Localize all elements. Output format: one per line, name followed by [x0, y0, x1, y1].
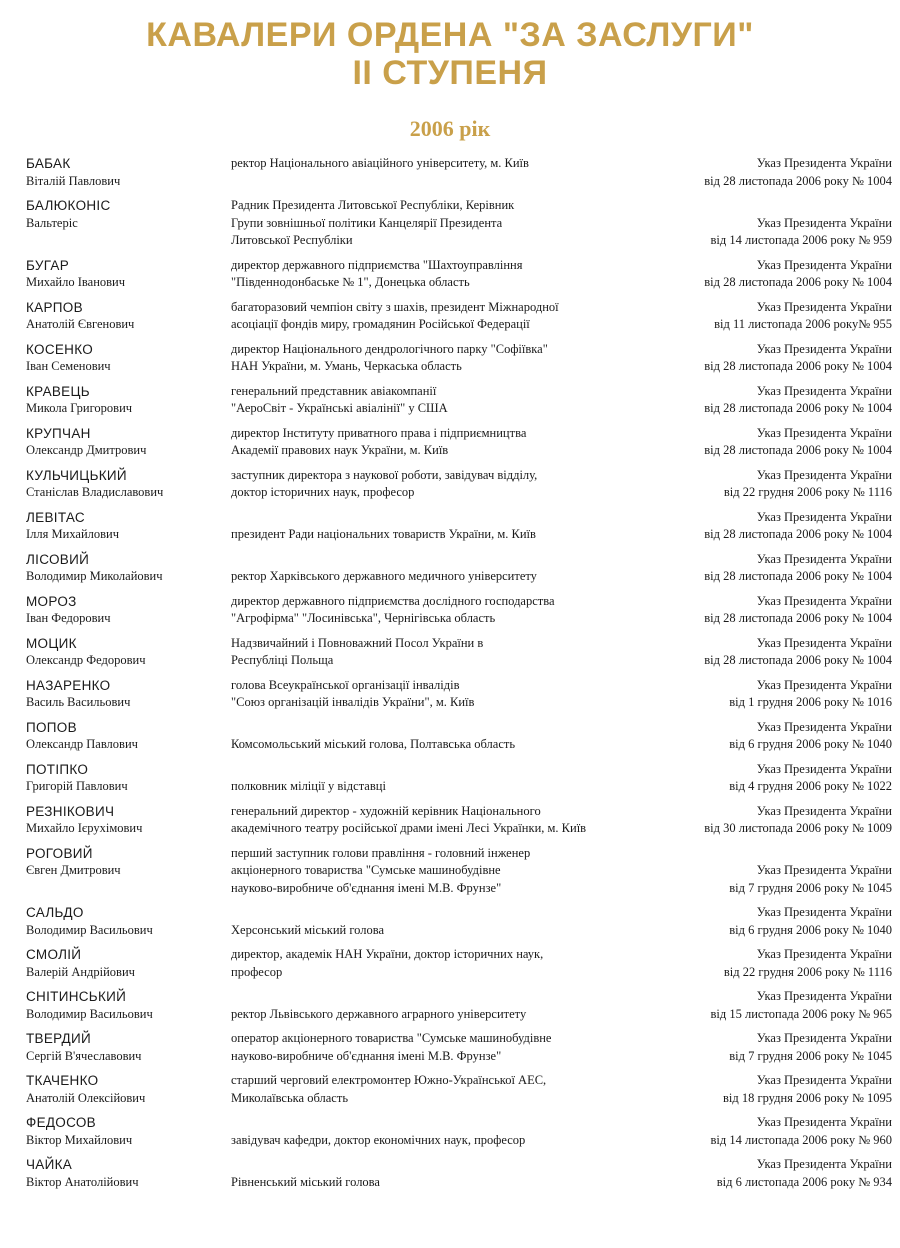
position-line: голова Всеукраїнської організації інвалідів — [231, 677, 460, 692]
decree-reference — [592, 383, 892, 418]
decree-reference — [592, 551, 892, 586]
person-name — [26, 635, 231, 670]
title-line-2: II СТУПЕНЯ — [352, 54, 548, 92]
given-name: Валерій Андрійович — [26, 964, 135, 979]
decree-label: Указ Президента України — [756, 1157, 892, 1171]
decree-date-number: від 28 листопада 2006 року № 1004 — [704, 527, 892, 541]
position-description — [231, 593, 592, 628]
list-item — [26, 719, 892, 754]
decree-date-number: від 18 грудня 2006 року № 1095 — [722, 1090, 892, 1105]
decree-label: Указ Президента України — [756, 863, 892, 877]
given-name: Володимир Васильович — [26, 1006, 153, 1021]
list-item — [26, 509, 892, 544]
list-item — [26, 1072, 892, 1107]
position-line: НАН України, м. Умань, Черкаська область — [231, 359, 462, 373]
decree-reference — [592, 425, 892, 460]
position-line: Академії правових наук України, м. Київ — [231, 443, 449, 457]
position-line — [231, 988, 592, 1006]
person-name — [26, 803, 231, 838]
list-item — [26, 988, 892, 1023]
person-name — [26, 1030, 231, 1065]
position-line: генеральний представник авіакомпанії — [231, 383, 437, 398]
given-name: Микола Григорович — [26, 401, 133, 415]
given-name: Анатолій Євгенович — [26, 317, 135, 331]
position-line: багаторазовий чемпіон світу з шахів, президент Міжнародної — [231, 299, 559, 314]
position-line — [231, 509, 592, 527]
decree-label: Указ Президента України — [756, 1115, 892, 1129]
surname: РЕЗНІКОВИЧ — [26, 803, 115, 819]
person-name — [26, 299, 231, 334]
list-item — [26, 299, 892, 334]
decree-label: Указ Президента України — [756, 551, 892, 566]
position-description — [231, 677, 592, 712]
given-name: Ілля Михайлович — [26, 527, 120, 541]
person-name — [26, 593, 231, 628]
position-line: Радник Президента Литовської Республіки, Керівник — [231, 198, 515, 212]
person-name — [26, 677, 231, 712]
decree-date-number: від 14 листопада 2006 року № 960 — [710, 1132, 892, 1147]
given-name: Іван Семенович — [26, 359, 111, 373]
position-line: заступник директора з наукової роботи, завідувач відділу, — [231, 467, 538, 482]
position-description — [231, 197, 592, 250]
decree-label: Указ Президента України — [756, 989, 892, 1003]
decree-date-number: від 7 грудня 2006 року № 1045 — [729, 1048, 892, 1063]
position-line: академічного театру російської драми імені Лесі Українки, м. Київ — [231, 821, 587, 835]
surname: РОГОВИЙ — [26, 845, 93, 861]
position-line: генеральний директор - художній керівник Національного — [231, 803, 541, 818]
decree-reference — [592, 761, 892, 796]
list-item — [26, 383, 892, 418]
decree-reference — [592, 341, 892, 376]
list-item — [26, 155, 892, 190]
position-line: Республіці Польща — [231, 653, 334, 667]
list-item — [26, 1114, 892, 1149]
position-line: науково-виробниче об'єднання імені М.В. Фрунзе" — [231, 1048, 502, 1063]
given-name: Анатолій Олексійович — [26, 1090, 146, 1105]
list-item — [26, 1156, 892, 1191]
list-item — [26, 904, 892, 939]
decree-date-number: від 22 грудня 2006 року № 1116 — [723, 485, 892, 499]
list-item — [26, 1030, 892, 1065]
page-title — [0, 16, 900, 92]
position-line: перший заступник голови правління - головний інженер — [231, 845, 531, 860]
person-name — [26, 988, 231, 1023]
position-description — [231, 946, 592, 981]
given-name: Віктор Анатолійович — [26, 1174, 139, 1189]
position-description — [231, 1156, 592, 1191]
decree-date-number: від 7 грудня 2006 року № 1045 — [729, 880, 892, 895]
decree-reference — [592, 299, 892, 334]
decree-label: Указ Президента України — [756, 719, 892, 734]
list-item — [26, 257, 892, 292]
position-line: директор державного підприємства "Шахтоуправління — [231, 257, 523, 272]
position-description — [231, 509, 592, 544]
position-line: президент Ради національних товариств України, м. Київ — [231, 527, 536, 541]
person-name — [26, 197, 231, 250]
position-line: Миколаївська область — [231, 1090, 349, 1105]
person-name — [26, 946, 231, 981]
surname: КРАВЕЦЬ — [26, 383, 90, 399]
position-line: Херсонський міський голова — [231, 922, 385, 937]
position-description — [231, 425, 592, 460]
position-line — [231, 1114, 592, 1132]
decree-date-number: від 28 листопада 2006 року № 1004 — [704, 653, 892, 667]
surname: ТКАЧЕНКО — [26, 1073, 99, 1088]
surname: САЛЬДО — [26, 905, 84, 920]
person-name — [26, 341, 231, 376]
decree-reference — [592, 257, 892, 292]
surname: КРУПЧАН — [26, 425, 91, 441]
title-line-1: КАВАЛЕРИ ОРДЕНА "ЗА ЗАСЛУГИ" — [146, 16, 754, 54]
person-name — [26, 551, 231, 586]
position-description — [231, 155, 592, 190]
decree-label: Указ Президента України — [756, 341, 892, 356]
position-line: науково-виробниче об'єднання імені М.В. Фрунзе" — [231, 880, 502, 895]
position-line — [231, 761, 592, 779]
decree-date-number: від 6 листопада 2006 року № 934 — [716, 1174, 892, 1189]
list-item — [26, 761, 892, 796]
decree-label: Указ Президента України — [756, 156, 892, 170]
position-description — [231, 635, 592, 670]
given-name: Євген Дмитрович — [26, 863, 121, 877]
position-description — [231, 551, 592, 586]
decree-reference — [592, 719, 892, 754]
given-name: Олександр Дмитрович — [26, 443, 147, 457]
surname: МОЦИК — [26, 635, 77, 651]
position-description — [231, 257, 592, 292]
decree-label: Указ Президента України — [756, 761, 892, 776]
list-item — [26, 803, 892, 838]
year-heading: 2006 рік — [409, 116, 491, 141]
position-line: "Союз організацій інвалідів України", м. Київ — [231, 695, 475, 709]
position-line: асоціації фондів миру, громадянин Російської Федерації — [231, 317, 530, 331]
surname: КОСЕНКО — [26, 341, 94, 357]
surname: ПОТІПКО — [26, 761, 89, 777]
position-line: ректор Харківського державного медичного університету — [231, 569, 537, 583]
list-item — [26, 467, 892, 502]
list-item — [26, 551, 892, 586]
person-name — [26, 155, 231, 190]
decree-label: Указ Президента України — [756, 425, 892, 440]
position-line: "АероСвіт - Українські авіалінії" у США — [231, 401, 448, 415]
decree-date-number: від 28 листопада 2006 року № 1004 — [704, 275, 892, 289]
list-item — [26, 845, 892, 898]
given-name: Вальтеріс — [26, 215, 78, 230]
decree-date-number: від 11 листопада 2006 року№ 955 — [714, 317, 892, 331]
decree-label: Указ Президента України — [756, 257, 892, 272]
decree-label: Указ Президента України — [756, 947, 892, 961]
list-item — [26, 946, 892, 981]
decree-date-number: від 6 грудня 2006 року № 1040 — [729, 737, 892, 751]
position-description — [231, 1114, 592, 1149]
position-line: директор Національного дендрологічного парку "Софіївка" — [231, 341, 548, 356]
person-name — [26, 509, 231, 544]
decree-label: Указ Президента України — [756, 383, 892, 398]
given-name: Сергій В'ячеславович — [26, 1048, 142, 1063]
person-name — [26, 467, 231, 502]
position-line: полковник міліції у відставці — [231, 779, 386, 793]
surname: КУЛЬЧИЦЬКИЙ — [26, 467, 127, 483]
person-name — [26, 257, 231, 292]
surname: МОРОЗ — [26, 593, 77, 609]
surname: ЛІСОВИЙ — [26, 551, 90, 567]
person-name — [26, 761, 231, 796]
position-line: Литовської Республіки — [231, 233, 353, 247]
surname: СМОЛІЙ — [26, 947, 82, 962]
decree-reference — [592, 988, 892, 1023]
decree-reference — [592, 509, 892, 544]
person-name — [26, 1072, 231, 1107]
decree-date-number: від 15 листопада 2006 року № 965 — [710, 1006, 892, 1021]
position-description — [231, 299, 592, 334]
position-description — [231, 904, 592, 939]
position-line — [231, 904, 592, 922]
given-name: Михайло Ієрухімович — [26, 821, 143, 835]
decree-date-number: від 28 листопада 2006 року № 1004 — [704, 359, 892, 373]
person-name — [26, 383, 231, 418]
position-description — [231, 719, 592, 754]
surname: ПОПОВ — [26, 719, 77, 735]
position-line: ректор Національного авіаційного університету, м. Київ — [231, 156, 529, 170]
decree-label: Указ Президента України — [756, 905, 892, 919]
decree-reference — [592, 1072, 892, 1107]
surname: ЧАЙКА — [26, 1157, 73, 1172]
position-line: Комсомольський міський голова, Полтавська область — [231, 737, 516, 751]
decree-reference — [592, 677, 892, 712]
decree-label: Указ Президента України — [756, 593, 892, 608]
given-name: Олександр Федорович — [26, 653, 146, 667]
position-line: завідувач кафедри, доктор економічних наук, професор — [231, 1132, 526, 1147]
position-line: директор Інституту приватного права і підприємництва — [231, 425, 527, 440]
decree-date-number: від 30 листопада 2006 року № 1009 — [704, 821, 892, 835]
given-name: Григорій Павлович — [26, 779, 128, 793]
surname: ЛЕВІТАС — [26, 509, 85, 525]
position-description — [231, 383, 592, 418]
position-line — [231, 1156, 592, 1174]
position-line: старший черговий електромонтер Южно-Української АЕС, — [231, 1073, 547, 1087]
decree-date-number: від 28 листопада 2006 року № 1004 — [704, 173, 892, 188]
decree-date-number: від 28 листопада 2006 року № 1004 — [704, 611, 892, 625]
decree-reference — [592, 803, 892, 838]
decree-date-number: від 28 листопада 2006 року № 1004 — [704, 401, 892, 415]
decree-reference — [592, 946, 892, 981]
position-line: директор державного підприємства дослідного господарства — [231, 593, 555, 608]
position-line: "Агрофірма" "Лосинівська", Чернігівська область — [231, 611, 496, 625]
decree-date-number: від 4 грудня 2006 року № 1022 — [729, 779, 892, 793]
position-line: директор, академік НАН України, доктор історичних наук, — [231, 947, 544, 961]
given-name: Володимир Васильович — [26, 922, 153, 937]
position-line: доктор історичних наук, професор — [231, 485, 415, 499]
position-description — [231, 988, 592, 1023]
person-name — [26, 1114, 231, 1149]
given-name: Віктор Михайлович — [26, 1132, 133, 1147]
position-line: акціонерного товариства "Сумське машинобудівне — [231, 863, 501, 877]
surname: КАРПОВ — [26, 299, 83, 315]
decree-label: Указ Президента України — [756, 635, 892, 650]
list-item — [26, 593, 892, 628]
given-name: Олександр Павлович — [26, 737, 138, 751]
decree-date-number: від 14 листопада 2006 року № 959 — [710, 233, 892, 247]
surname: ФЕДОСОВ — [26, 1115, 96, 1130]
decree-reference — [592, 593, 892, 628]
decree-label: Указ Президента України — [756, 803, 892, 818]
position-description — [231, 1072, 592, 1107]
surname: СНІТИНСЬКИЙ — [26, 989, 127, 1004]
awardee-list — [26, 155, 892, 1198]
position-line — [231, 719, 592, 737]
given-name: Станіслав Владиславович — [26, 485, 164, 499]
decree-date-number: від 28 листопада 2006 року № 1004 — [704, 569, 892, 583]
person-name — [26, 1156, 231, 1191]
decree-label: Указ Президента України — [756, 215, 892, 230]
given-name: Іван Федорович — [26, 611, 111, 625]
decree-date-number: від 22 грудня 2006 року № 1116 — [723, 964, 892, 979]
list-item — [26, 677, 892, 712]
surname: ТВЕРДИЙ — [26, 1031, 92, 1046]
given-name: Василь Васильович — [26, 695, 131, 709]
decree-label: Указ Президента України — [756, 509, 892, 524]
decree-label: Указ Президента України — [756, 1073, 892, 1087]
surname: НАЗАРЕНКО — [26, 677, 111, 693]
position-line: Рівненський міський голова — [231, 1174, 380, 1189]
person-name — [26, 904, 231, 939]
decree-label: Указ Президента України — [756, 1031, 892, 1045]
decree-reference — [592, 467, 892, 502]
list-item — [26, 341, 892, 376]
decree-reference — [592, 635, 892, 670]
given-name: Володимир Миколайович — [26, 569, 163, 583]
surname: БАЛЮКОНІС — [26, 198, 111, 213]
decree-label: Указ Президента України — [756, 299, 892, 314]
position-line: Групи зовнішньої політики Канцелярії Президента — [231, 215, 503, 230]
person-name — [26, 845, 231, 898]
given-name: Віталій Павлович — [26, 173, 121, 188]
position-line: "Південнодонбаське № 1", Донецька область — [231, 275, 470, 289]
list-item — [26, 425, 892, 460]
surname: БАБАК — [26, 156, 71, 171]
decree-label: Указ Президента України — [756, 467, 892, 482]
person-name — [26, 425, 231, 460]
person-name — [26, 719, 231, 754]
decree-reference — [592, 1030, 892, 1065]
decree-date-number: від 1 грудня 2006 року № 1016 — [729, 695, 892, 709]
decree-reference — [592, 904, 892, 939]
decree-label: Указ Президента України — [756, 677, 892, 692]
list-item — [26, 197, 892, 250]
position-description — [231, 803, 592, 838]
decree-reference — [592, 197, 892, 250]
position-description — [231, 1030, 592, 1065]
decree-reference — [592, 845, 892, 898]
list-item — [26, 635, 892, 670]
position-line: ректор Львівського державного аграрного університету — [231, 1006, 527, 1021]
decree-reference — [592, 1114, 892, 1149]
position-line — [231, 551, 592, 569]
decree-reference — [592, 155, 892, 190]
position-description — [231, 761, 592, 796]
position-line: Надзвичайний і Повноважний Посол України в — [231, 635, 484, 650]
position-description — [231, 467, 592, 502]
position-line: професор — [231, 964, 283, 979]
surname: БУГАР — [26, 257, 70, 273]
given-name: Михайло Іванович — [26, 275, 126, 289]
position-line: оператор акціонерного товариства "Сумське машинобудівне — [231, 1031, 552, 1045]
position-description — [231, 341, 592, 376]
position-description — [231, 845, 592, 898]
decree-date-number: від 6 грудня 2006 року № 1040 — [729, 922, 892, 937]
decree-reference — [592, 1156, 892, 1191]
decree-date-number: від 28 листопада 2006 року № 1004 — [704, 443, 892, 457]
